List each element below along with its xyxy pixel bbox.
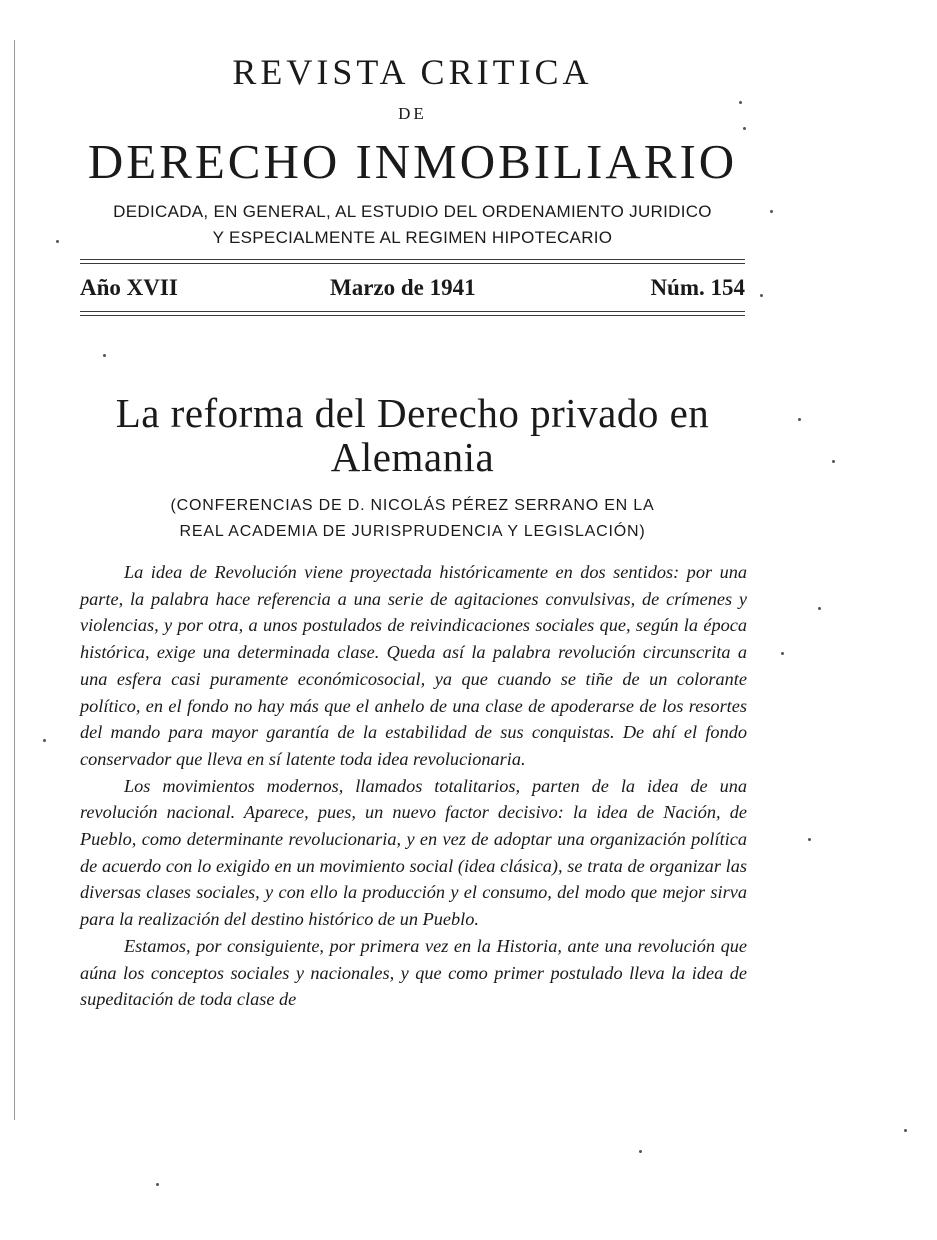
page-binding-edge (14, 40, 15, 1120)
scan-speck (103, 354, 106, 357)
scan-speck (818, 607, 821, 610)
scan-speck (832, 460, 835, 463)
scan-speck (56, 240, 59, 243)
top-double-rule-upper (80, 259, 745, 260)
journal-subtitle (80, 199, 745, 251)
bottom-double-rule-lower (80, 315, 745, 316)
scan-speck (156, 1183, 159, 1186)
journal-subtitle-line-2: Y ESPECIALMENTE AL REGIMEN HIPOTECARIO (212, 228, 613, 247)
issue-info-line (80, 273, 745, 303)
article-subtitle-line-2: REAL ACADEMIA DE JURISPRUDENCIA Y LEGISLACIÓN) (179, 523, 646, 540)
article-subtitle (80, 493, 745, 545)
article-title-line-2: Alemania (330, 434, 495, 480)
scan-speck (43, 739, 46, 742)
body-paragraph-2: Los movimientos modernos, llamados totalitarios, parten de la idea de una revolución nacional. Aparece, pues, un nuevo factor decisivo: la idea de Nación, de Pueblo, como determinante revolucionaria, y en vez de adoptar una organización política de acuerdo con lo exigido en un movimiento social (idea clásica), se trata de organizar las diversas clases sociales, y con ello la producción y el consumo, del modo que mejor sirva para la realización del destino histórico de un Pueblo. (80, 775, 747, 930)
article-title (80, 391, 745, 479)
scan-speck (904, 1129, 907, 1132)
scan-speck (760, 294, 763, 297)
journal-title-top: REVISTA CRITICA (232, 52, 593, 92)
journal-title-main: DERECHO INMOBILIARIO (87, 134, 738, 189)
journal-subtitle-line-1: DEDICADA, EN GENERAL, AL ESTUDIO DEL ORDENAMIENTO JURIDICO (113, 202, 712, 221)
scan-speck (639, 1150, 642, 1153)
scan-speck (739, 101, 742, 104)
scan-speck (781, 652, 784, 655)
scan-speck (808, 838, 811, 841)
body-paragraph-3: Estamos, por consiguiente, por primera vez en la Historia, ante una revolución que aúna los conceptos sociales y nacionales, y que como primer postulado lleva la idea de supeditación de toda clase de (80, 935, 747, 1010)
issue-number: Núm. 154 (650, 275, 745, 300)
body-paragraph-1: La idea de Revolución viene proyectada históricamente en dos sentidos: por una parte, la palabra hace referencia a una serie de agitaciones convulsivas, de crímenes y violencias, y por otra, a unos postulados de reivindicaciones sociales que, según la época histórica, exige una determinada clase. Queda así la palabra revolución circunscrita a una esfera casi puramente económicosocial, ya que cuando se tiñe de un colorante político, en el fondo no hay más que el anhelo de una clase de apoderarse de los resortes del mando para mayor garantía de la estabilidad de sus conquistas. De ahí el fondo conservador que lleva en sí latente toda idea revolucionaria. (80, 562, 747, 769)
article-subtitle-line-1: (CONFERENCIAS DE D. NICOLÁS PÉREZ SERRANO EN LA (170, 497, 655, 514)
article-title-line-1: La reforma del Derecho privado en (115, 390, 710, 436)
issue-date: Marzo de 1941 (330, 275, 476, 300)
article-body (80, 559, 747, 1013)
scan-speck (770, 210, 773, 213)
bottom-double-rule-upper (80, 311, 745, 312)
top-double-rule-lower (80, 263, 745, 264)
issue-year: Año XVII (80, 275, 178, 300)
scan-speck (743, 127, 746, 130)
scan-speck (798, 418, 801, 421)
journal-title-de: DE (398, 104, 427, 123)
